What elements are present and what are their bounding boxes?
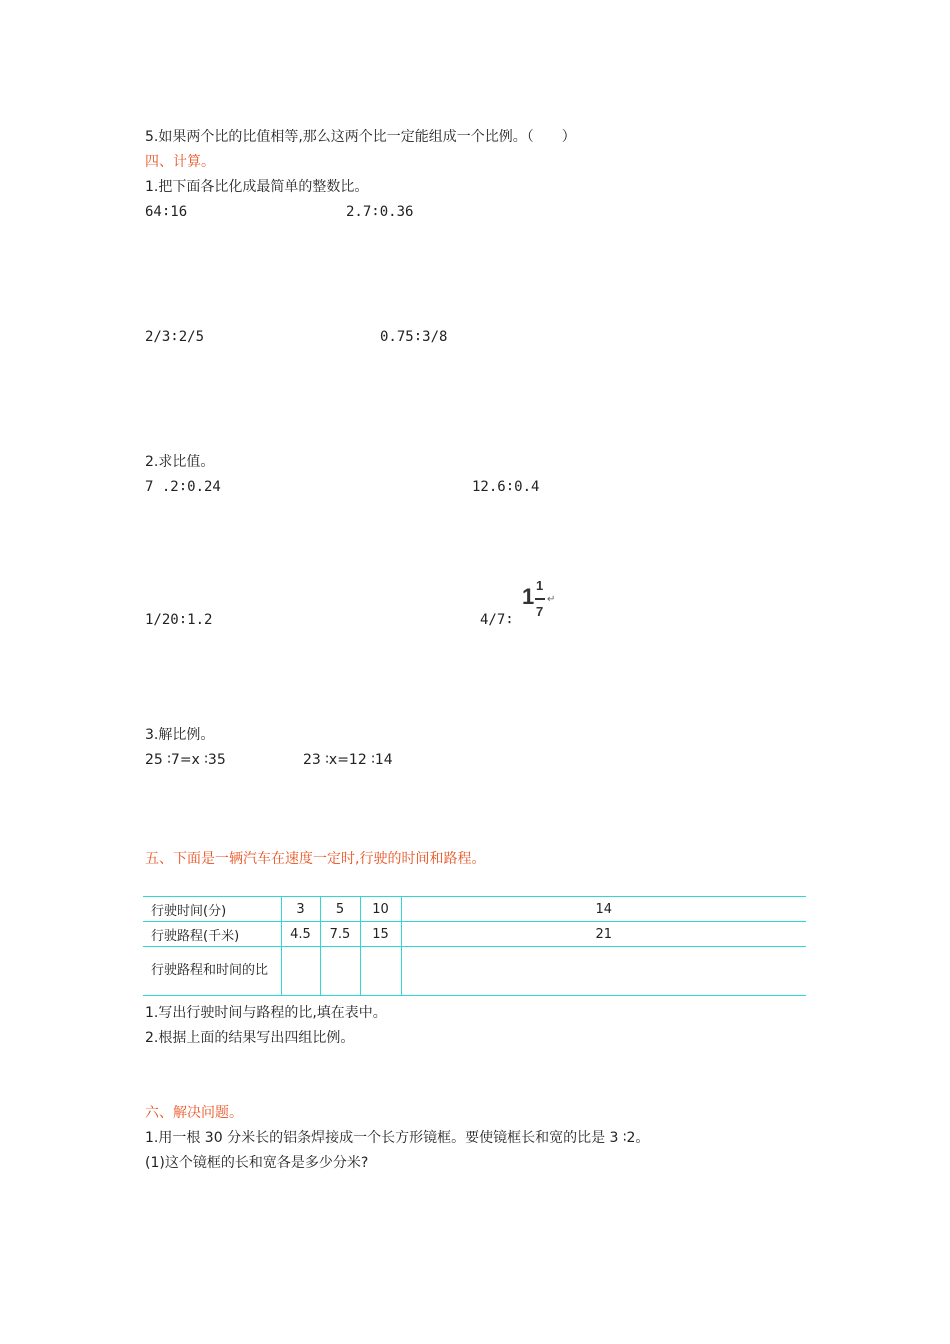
table-task-1: 1.写出行驶时间与路程的比,填在表中。 xyxy=(145,1005,387,1021)
expr-2b: 12.6∶0.4 xyxy=(472,479,540,495)
mixed-number-whole: 1 xyxy=(522,584,535,609)
expr-3a: 25 ∶7=x ∶35 xyxy=(145,752,226,768)
section-6-heading: 六、解决问题。 xyxy=(145,1105,243,1121)
mixed-number-denominator: 7 xyxy=(536,604,544,619)
table-row xyxy=(143,947,806,996)
fraction-bar xyxy=(535,598,545,600)
table-cell-blank[interactable] xyxy=(281,947,320,996)
table-cell: 21 xyxy=(401,922,806,947)
question-5: 5.如果两个比的比值相等,那么这两个比一定能组成一个比例。（ ） xyxy=(145,129,576,145)
section-5-heading: 五、下面是一辆汽车在速度一定时,行驶的时间和路程。 xyxy=(145,851,486,867)
table-task-2: 2.根据上面的结果写出四组比例。 xyxy=(145,1030,355,1046)
expr-1c: 2/3∶2/5 xyxy=(145,329,205,345)
table-cell: 4.5 xyxy=(281,922,320,947)
table-row xyxy=(143,897,806,922)
expr-1d: 0.75∶3/8 xyxy=(380,329,448,345)
table-cell-blank[interactable] xyxy=(360,947,401,996)
expr-1b: 2.7∶0.36 xyxy=(346,204,414,220)
problem-2-prompt: 2.求比值。 xyxy=(145,454,215,470)
table-cell-blank[interactable] xyxy=(401,947,806,996)
row-label-distance: 行驶路程(千米) xyxy=(143,922,281,947)
time-distance-table xyxy=(143,896,806,996)
table-cell: 14 xyxy=(401,897,806,922)
row-label-time: 行驶时间(分) xyxy=(143,897,281,922)
table-cell-blank[interactable] xyxy=(320,947,360,996)
table-cell: 5 xyxy=(320,897,360,922)
table-row xyxy=(143,922,806,947)
row-label-ratio: 行驶路程和时间的比 xyxy=(143,947,281,996)
expr-2c: 1/20∶1.2 xyxy=(145,612,213,628)
expr-1a: 64∶16 xyxy=(145,204,188,220)
return-mark-icon: ↵ xyxy=(547,594,556,605)
problem-6-1-part-1: (1)这个镜框的长和宽各是多少分米? xyxy=(145,1155,369,1171)
mixed-number-image xyxy=(520,578,560,624)
problem-1-prompt: 1.把下面各比化成最简单的整数比。 xyxy=(145,179,369,195)
mixed-number-numerator: 1 xyxy=(536,578,544,593)
table-cell: 3 xyxy=(281,897,320,922)
section-4-heading: 四、计算。 xyxy=(145,154,215,170)
expr-2a: 7 .2∶0.24 xyxy=(145,479,221,495)
problem-3-prompt: 3.解比例。 xyxy=(145,727,215,743)
table-cell: 15 xyxy=(360,922,401,947)
table-cell: 10 xyxy=(360,897,401,922)
table-cell: 7.5 xyxy=(320,922,360,947)
expr-3b: 23 ∶x=12 ∶14 xyxy=(303,752,393,768)
problem-6-1: 1.用一根 30 分米长的铝条焊接成一个长方形镜框。要使镜框长和宽的比是 3 ∶2。 xyxy=(145,1130,650,1146)
expr-2d: 4/7∶ xyxy=(480,612,514,628)
